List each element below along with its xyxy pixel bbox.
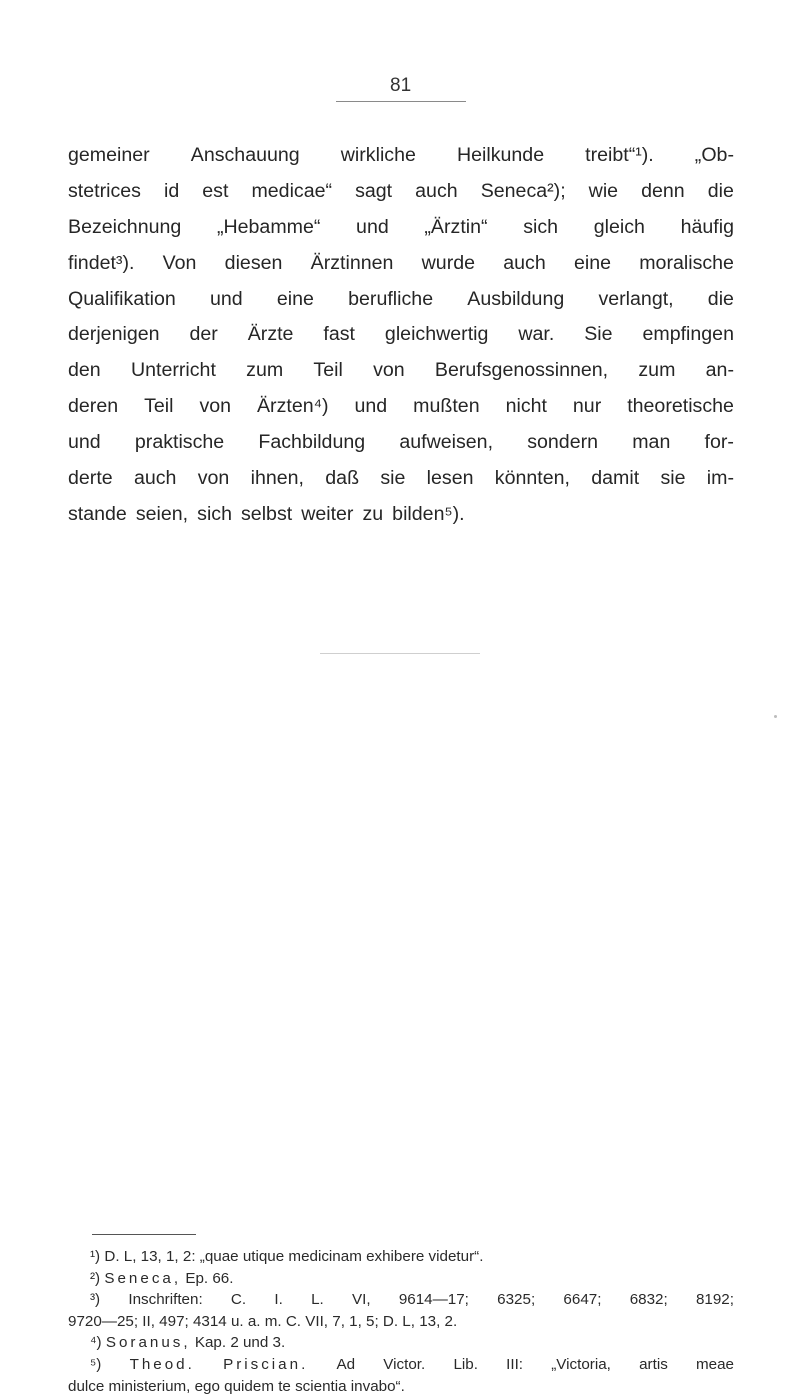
footnote-2 <box>68 1268 734 1290</box>
word: zu <box>362 502 384 525</box>
word: verlangt, <box>598 287 674 310</box>
word: moralische <box>639 251 734 274</box>
word: zum <box>246 359 284 382</box>
word: weiter <box>301 502 354 525</box>
footnote-word: 9614—17; <box>398 1291 469 1309</box>
word: derjenigen <box>68 323 160 346</box>
word: medicae“ <box>251 179 333 202</box>
word: „Hebamme“ <box>216 215 321 238</box>
word: die <box>707 287 734 310</box>
word: Bezeichnung <box>68 215 182 238</box>
word: und <box>210 287 243 310</box>
word: Ärzte <box>247 323 294 346</box>
word: selbst <box>241 502 293 525</box>
word: wirkliche <box>340 144 416 166</box>
footnote-word: I. <box>274 1291 283 1309</box>
page-number: 81 <box>390 75 412 96</box>
word: bilden⁵). <box>392 502 465 525</box>
footnote-word: L. <box>311 1291 324 1309</box>
footnote-2-author: Seneca, <box>104 1269 182 1287</box>
word: stetrices <box>68 179 141 202</box>
footnote-4 <box>68 1332 734 1354</box>
footnote-4-text: Kap. 2 und 3. <box>194 1334 286 1352</box>
word: treibt“¹). <box>585 144 654 166</box>
word: Unterricht <box>130 359 216 382</box>
word: und <box>356 215 389 238</box>
footnote-word: Inschriften: <box>128 1291 203 1309</box>
footnote-word: „Victoria, <box>551 1355 611 1373</box>
word: id <box>163 179 180 202</box>
footnote-word: 8192; <box>695 1291 734 1309</box>
word: häufig <box>680 215 734 238</box>
word: den <box>68 359 101 382</box>
word: Teil <box>313 359 343 382</box>
footnote-word: 6832; <box>629 1291 668 1309</box>
word: est <box>202 179 229 202</box>
word: Sie <box>584 323 613 346</box>
footnote-4-author: Soranus, <box>105 1334 191 1352</box>
text-line <box>68 138 734 174</box>
footnote-4-mark: ⁴) <box>90 1334 102 1352</box>
footnote-3-line-2: 9720—25; II, 497; 4314 u. a. m. C. VII, 7, 1, 5; D. L, 13, 2. <box>68 1312 458 1330</box>
text-line <box>68 389 734 425</box>
word: Anschauung <box>190 144 300 166</box>
footnote-word: Victor. <box>383 1355 426 1373</box>
word: Ärzten⁴) <box>256 395 329 418</box>
word: sie <box>660 467 686 490</box>
word: Seneca²); <box>480 179 566 202</box>
word: der <box>189 323 218 346</box>
word: auch <box>415 179 458 202</box>
word: Von <box>162 251 197 274</box>
word: daß <box>325 467 360 490</box>
footnote-1-text: D. L, 13, 1, 2: „quae utique medicinam exhibere videtur“. <box>104 1248 484 1265</box>
word: auch <box>503 251 546 274</box>
word: könnten, <box>494 467 570 490</box>
footnotes <box>68 1246 734 1397</box>
paper-speck <box>774 715 777 718</box>
word: wurde <box>421 251 476 274</box>
word: ihnen, <box>250 467 304 490</box>
word: fast <box>323 323 355 346</box>
footnote-word: Priscian. <box>223 1355 309 1373</box>
footnote-word: Lib. <box>453 1355 478 1373</box>
footnote-mark: ³) <box>90 1291 101 1309</box>
text-line <box>68 174 734 210</box>
word: eine <box>276 287 314 310</box>
word: berufliche <box>348 287 434 310</box>
footnote-1-mark: ¹) <box>90 1248 101 1265</box>
word: gleichwertig <box>384 323 489 346</box>
text-line <box>68 461 734 497</box>
word: gleich <box>593 215 645 238</box>
text-line <box>68 497 734 533</box>
faint-rule <box>320 653 480 654</box>
word: damit <box>591 467 640 490</box>
footnote-word: VI, <box>351 1291 371 1309</box>
word: stande <box>68 502 127 525</box>
word: und <box>68 431 101 454</box>
footnote-2-text: Ep. 66. <box>185 1269 234 1287</box>
footnote-mark: ⁵) <box>90 1355 102 1373</box>
word: lesen <box>426 467 474 490</box>
word: empfingen <box>642 323 734 346</box>
word: eine <box>573 251 611 274</box>
footnote-2-mark: ²) <box>90 1269 101 1287</box>
word: „Ärztin“ <box>424 215 488 238</box>
footnote-word: C. <box>230 1291 247 1309</box>
word: von <box>199 395 232 418</box>
word: nur <box>572 395 602 418</box>
footnote-3-line-1 <box>68 1289 734 1311</box>
word: sich <box>523 215 559 238</box>
word: theoretische <box>627 395 734 418</box>
word: war. <box>518 323 555 346</box>
word: im- <box>706 467 734 490</box>
word: for- <box>704 431 734 454</box>
word: denn <box>641 179 685 202</box>
word: derte <box>68 467 113 490</box>
word: sagt <box>355 179 393 202</box>
word: praktische <box>134 431 225 454</box>
footnote-rule <box>92 1234 196 1235</box>
word: Teil <box>144 395 174 418</box>
footnote-word: 6647; <box>563 1291 602 1309</box>
word: Fachbildung <box>258 431 366 454</box>
footnote-word: Theod. <box>129 1355 195 1373</box>
footnote-word: 6325; <box>497 1291 536 1309</box>
word: wie <box>588 179 619 202</box>
word: man <box>632 431 671 454</box>
footnote-5-line-1 <box>68 1354 734 1376</box>
body-paragraph <box>68 138 734 533</box>
word: deren <box>68 395 119 418</box>
text-line <box>68 282 734 318</box>
header-rule <box>336 101 466 102</box>
word: Ärztinnen <box>310 251 394 274</box>
word: sondern <box>527 431 599 454</box>
footnote-5-line-2: dulce ministerium, ego quidem te scientia invabo“. <box>68 1377 405 1395</box>
word: an- <box>705 359 734 382</box>
word: diesen <box>224 251 283 274</box>
word: aufweisen, <box>399 431 494 454</box>
footnote-1 <box>68 1246 734 1268</box>
word: findet³). <box>68 251 135 274</box>
word: Heilkunde <box>456 144 545 166</box>
word: sich <box>197 502 232 525</box>
word: sie <box>380 467 406 490</box>
text-line <box>68 425 734 461</box>
word: „Ob- <box>694 144 734 166</box>
word: seien, <box>135 502 189 525</box>
text-line <box>68 317 734 353</box>
word: auch <box>133 467 177 490</box>
word: zum <box>638 359 676 382</box>
text-line <box>68 353 734 389</box>
word: Qualifikation <box>68 287 176 310</box>
text-line <box>68 246 734 282</box>
footnote-word: III: <box>506 1355 524 1373</box>
word: Berufsgenossinnen, <box>434 359 609 382</box>
word: von <box>373 359 405 382</box>
word: gemeiner <box>68 144 150 166</box>
footnote-word: Ad <box>336 1355 356 1373</box>
word: von <box>197 467 230 490</box>
word: die <box>707 179 734 202</box>
text-line <box>68 210 734 246</box>
footnote-word: artis <box>639 1355 668 1373</box>
footnote-word: meae <box>696 1355 734 1373</box>
word: nicht <box>505 395 547 418</box>
word: Ausbildung <box>467 287 565 310</box>
word: mußten <box>413 395 480 418</box>
word: und <box>354 395 388 418</box>
